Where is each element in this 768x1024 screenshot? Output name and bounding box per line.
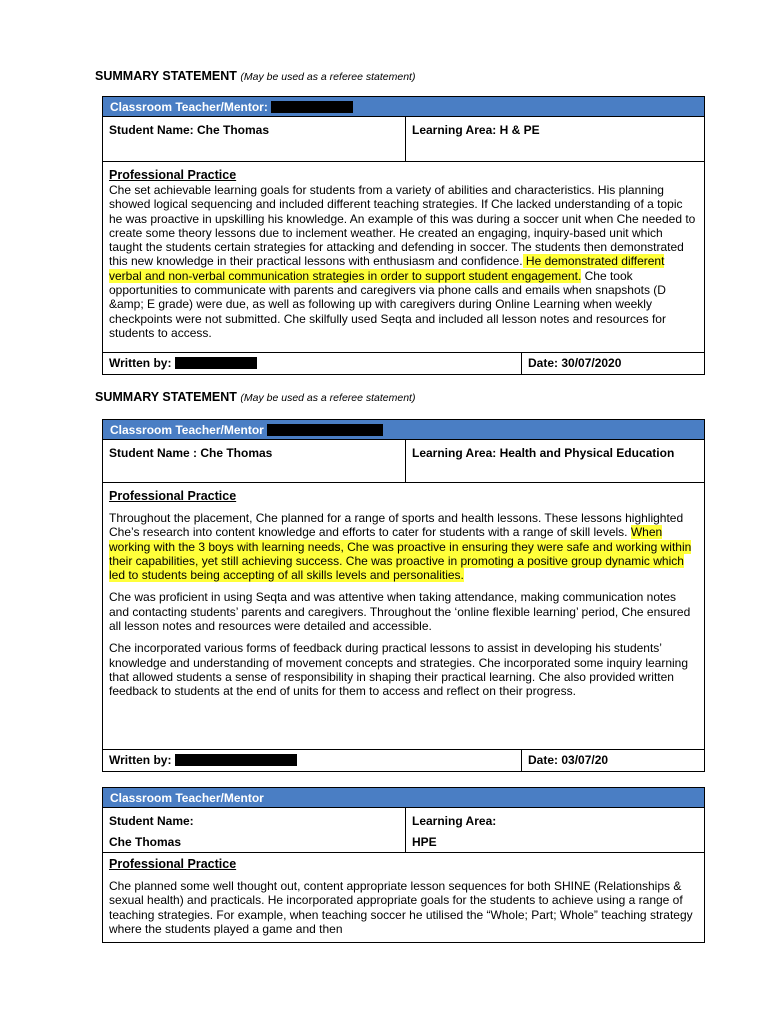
redaction-box [267,424,383,436]
redaction-box [175,357,257,369]
footer-row [103,353,704,374]
student-name-label: Student Name: [109,814,194,828]
student-name: Student Name: Che Thomas [109,123,270,137]
written-by: Written by: [103,353,521,374]
professional-practice-section [103,162,704,353]
practice-paragraph: Che was proficient in using Seqta and was attentive when taking attendance, making communication notes and contacting students’ parents and caregivers. Throughout the ‘online flexible learning’ period, Che ensured all lesson notes and resources were detailed and accessible. [109,590,691,634]
practice-paragraph: Throughout the placement, Che planned for a range of sports and health lessons. These lessons highlighted Che’s research into content knowledge and efforts to cater for students with a range of skill levels. When working with the 3 boys with learning needs, Che was proactive in ensuring they were safe and working within their capabilities, yet still achieving success. Che was proactive in promoting a positive group dynamic which led to students being accepting of all skills levels and personalities. [109,511,692,583]
student-info-row [103,440,704,483]
student-name-cell [103,808,405,852]
summary-heading-1: SUMMARY STATEMENT (May be used as a referee statement) [95,69,416,83]
summary-card-1 [102,96,705,375]
student-info-row [103,117,704,162]
student-name-value: Che Thomas [109,835,182,849]
practice-paragraph: Che set achievable learning goals for students from a variety of abilities and characteristics. His planning showed logical sequencing and included different teaching strategies. If Che lacked understanding of a topic he was proactive in upskilling his knowledge. An example of this was during a soccer unit when Che needed to create some theory lessons due to inclement weather. He created an engaging, inquiry-based unit which taught the students certain strategies for attacking and defending in soccer. The students then demonstrated this new knowledge in their practical lessons with enthusiasm and confidence. He demonstrated different verbal and non-verbal communication strategies in order to support student engagement. Che took opportunities to communicate with parents and caregivers via phone calls and emails when snapshots (D &amp; E grade) were due, as well as following up with caregivers during Online Learning when weekly checkpoints were not submitted. Che skilfully used Seqta and included all lesson notes and resources for students to access. [109,183,696,340]
learning-area-label: Learning Area: [412,814,497,828]
learning-area-value: HPE [412,835,437,849]
highlighted-text: He demonstrated different verbal and non-verbal communication strategies in order to support student engagement. [109,254,665,283]
written-by: Written by: [103,750,521,771]
redaction-box [271,101,353,113]
mentor-header: Classroom Teacher/Mentor [103,420,704,440]
date: Date: 30/07/2020 [521,353,704,374]
summary-card-2 [102,419,705,772]
redaction-box [175,754,297,766]
summary-heading-2: SUMMARY STATEMENT (May be used as a referee statement) [95,390,416,404]
learning-area-cell [405,808,704,852]
mentor-header: Classroom Teacher/Mentor: [103,97,704,117]
professional-practice-section [103,853,704,940]
section-title: Professional Practice [109,168,237,182]
practice-paragraph: Che planned some well thought out, content appropriate lesson sequences for both SHINE (Relationships & sexual health) and practicals. He incorporated appropriate goals for the students to achieve using a range of teaching strategies. For example, when teaching soccer he utilised the “Whole; Part; Whole” teaching strategy where the students played a game and then [109,879,693,936]
student-name: Student Name : Che Thomas [109,446,273,460]
student-info-row [103,808,704,853]
learning-area: Learning Area: Health and Physical Education [405,440,704,482]
learning-area: Learning Area: H & PE [405,117,704,161]
summary-card-3 [102,787,705,943]
section-title: Professional Practice [109,857,237,871]
footer-row [103,750,704,771]
professional-practice-section [103,483,704,750]
highlighted-text: When working with the 3 boys with learning needs, Che was proactive in ensuring they were safe and working within their capabilities, yet still achieving success. Che was proactive in promoting a positive group dynamic which led to students being accepting of all skills levels and personalities. [109,525,692,583]
practice-paragraph: Che incorporated various forms of feedback during practical lessons to assist in developing his students’ knowledge and understanding of movement concepts and strategies. Che incorporated some inquiry learning that allowed students a sense of responsibility in shaping their practical learning. Che also provided written feedback to students at the end of units for them to access and reflect on their progress. [109,641,689,699]
mentor-header: Classroom Teacher/Mentor [103,788,704,808]
date: Date: 03/07/20 [521,750,704,771]
section-title: Professional Practice [109,489,237,503]
